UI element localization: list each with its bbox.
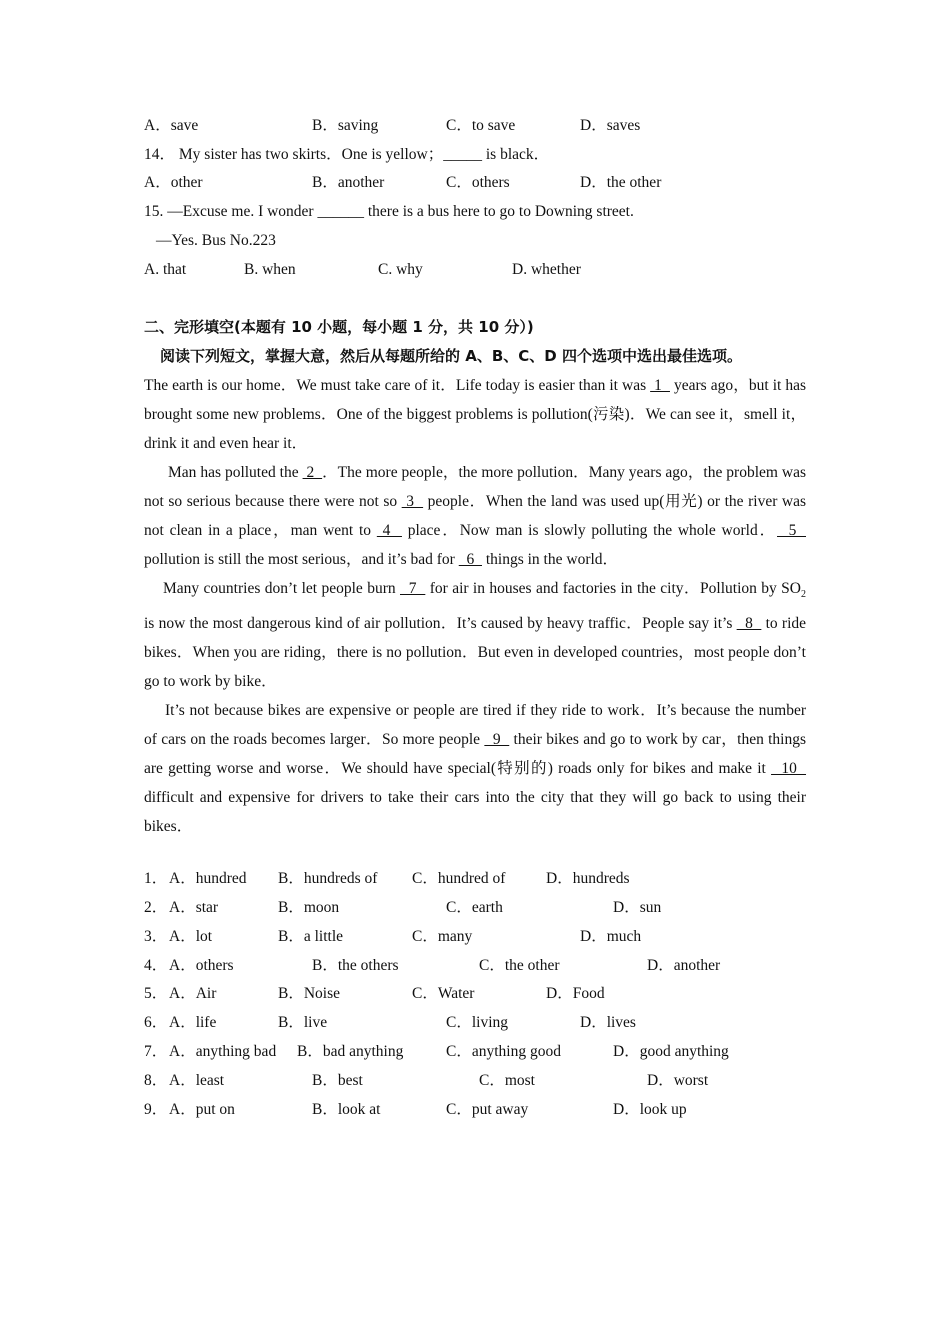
blank-9: 9 [484, 731, 510, 749]
blank-3: 3 [401, 493, 424, 510]
option-d: D．Food [546, 985, 605, 1002]
option-c: C．Water [412, 985, 475, 1002]
option-c: C．hundred of [412, 870, 506, 887]
option-d: D．look up [613, 1101, 687, 1118]
passage-text: The earth is our home．We must take care of it．Life today is easier than it was [144, 377, 651, 394]
option-c: C．most [479, 1072, 535, 1089]
option-number: 3． [144, 928, 168, 945]
option-b: B．moon [278, 899, 340, 916]
question-text: —Excuse me. I wonder ______ there is a bus here to go to Downing street. [167, 203, 634, 220]
option-d: D．much [580, 928, 642, 945]
question-number: 15. [144, 203, 164, 220]
passage-text: place．Now man is slowly polluting the whole world． [401, 522, 778, 539]
blank-10: 10 [771, 760, 807, 778]
subscript: 2 [801, 589, 806, 601]
passage-text: to ride bikes．When you are riding，there is no pollution．But even in developed countries，most people don’t go to work by bike． [144, 615, 807, 691]
option-d: D．worst [647, 1072, 709, 1089]
option-d: D．the other [580, 174, 662, 191]
paragraph-4 [144, 696, 806, 841]
option-a: A．lot [169, 928, 213, 945]
passage-text: their bikes and go to work by car，then things are getting worse and worse．We should have special(特别的) roads only for bikes and make it [144, 731, 807, 778]
option-c: C．put away [446, 1101, 529, 1118]
option-a: A．star [169, 899, 219, 916]
option-c: C．the other [479, 957, 560, 974]
blank-4: 4 [376, 522, 402, 539]
option-a: A．save [144, 117, 199, 134]
option-b: B．look at [312, 1101, 381, 1118]
option-number: 8． [144, 1072, 168, 1089]
option-c: C．many [412, 928, 473, 945]
paragraph-2 [144, 458, 806, 574]
passage-text: is now the most dangerous kind of air pollution．It’s caused by heavy traffic．People say it’s [144, 615, 737, 633]
passage-text: Many countries don’t let people burn [163, 580, 400, 597]
option-b: B．bad anything [297, 1043, 404, 1060]
passage-text: years ago，but it has brought some new problems．One of the biggest problems is pollution(污染)．We can see it，smell it，drink it and even hear it． [144, 377, 807, 452]
option-d: D. whether [512, 261, 581, 278]
option-a: A. that [144, 261, 187, 278]
option-d: D．good anything [613, 1043, 729, 1060]
option-b: B．best [312, 1072, 363, 1089]
option-b: B．Noise [278, 985, 341, 1002]
passage-text: ．The more people，the more pollution．Many years ago，the problem was not so serious because there were not so [144, 464, 807, 510]
option-d: D．hundreds [546, 870, 630, 887]
option-a: A．life [169, 1014, 217, 1031]
section-title: 二、完形填空(本题有 10 小题，每小题 1 分，共 10 分）) [144, 318, 534, 336]
section-instruction: 阅读下列短文，掌握大意，然后从每题所给的 A、B、C、D 四个选项中选出最佳选项。 [160, 347, 742, 365]
option-number: 4． [144, 957, 168, 974]
option-b: B．hundreds of [278, 870, 378, 887]
paragraph-1 [144, 371, 806, 458]
option-b: B．the others [312, 957, 399, 974]
option-a: A．Air [169, 985, 217, 1002]
blank-7: 7 [400, 580, 426, 597]
option-a: A．hundred [169, 870, 247, 887]
option-d: D．another [647, 957, 721, 974]
option-c: C．living [446, 1014, 509, 1031]
question-number: 14． [144, 146, 176, 163]
option-c: C. why [378, 261, 423, 278]
blank-5: 5 [777, 522, 806, 539]
option-d: D．sun [613, 899, 662, 916]
question-15 [144, 202, 806, 222]
passage-text: for air in houses and factories in the city．Pollution by SO [425, 580, 801, 597]
blank-6: 6 [458, 551, 482, 568]
passage-text: people．When the land was used up(用光) or the river was not clean in a place，man went to [144, 493, 807, 539]
option-d: D．saves [580, 117, 641, 134]
option-a: A．anything bad [169, 1043, 277, 1060]
option-number: 1． [144, 870, 168, 887]
passage-text: difficult and expensive for drivers to take their cars into the city that they will go back to using their bikes． [144, 789, 806, 836]
option-b: B．saving [312, 117, 379, 134]
option-a: A．least [169, 1072, 225, 1089]
passage-text: Man has polluted the [168, 464, 303, 481]
blank-2: 2 [302, 464, 323, 481]
option-c: C．anything good [446, 1043, 561, 1060]
option-number: 2． [144, 899, 168, 916]
question-14 [144, 145, 806, 165]
option-a: A．put on [169, 1101, 235, 1118]
question-text: My sister has two skirts．One is yellow；_____ is black． [178, 146, 550, 163]
option-number: 5． [144, 985, 168, 1002]
option-number: 6． [144, 1014, 168, 1031]
option-b: B．a little [278, 928, 344, 945]
passage-text: things in the world． [481, 551, 619, 568]
paragraph-3 [144, 574, 806, 696]
blank-8: 8 [736, 615, 762, 633]
option-c: C．others [446, 174, 510, 191]
option-number: 7． [144, 1043, 168, 1060]
option-b: B．live [278, 1014, 328, 1031]
option-c: C．earth [446, 899, 503, 916]
option-number: 9． [144, 1101, 168, 1118]
passage-text: pollution is still the most serious，and it’s bad for [144, 551, 459, 568]
question-15-reply: —Yes. Bus No.223 [156, 232, 276, 249]
option-d: D．lives [580, 1014, 636, 1031]
passage-text: It’s not because bikes are expensive or people are tired if they ride to work．It’s because the number of cars on the roads becomes larger．So more people [144, 702, 806, 749]
option-b: B．another [312, 174, 385, 191]
option-c: C．to save [446, 117, 516, 134]
option-a: A．other [144, 174, 203, 191]
option-b: B. when [244, 261, 296, 278]
option-a: A．others [169, 957, 234, 974]
blank-1: 1 [650, 377, 670, 394]
passage [144, 371, 806, 841]
